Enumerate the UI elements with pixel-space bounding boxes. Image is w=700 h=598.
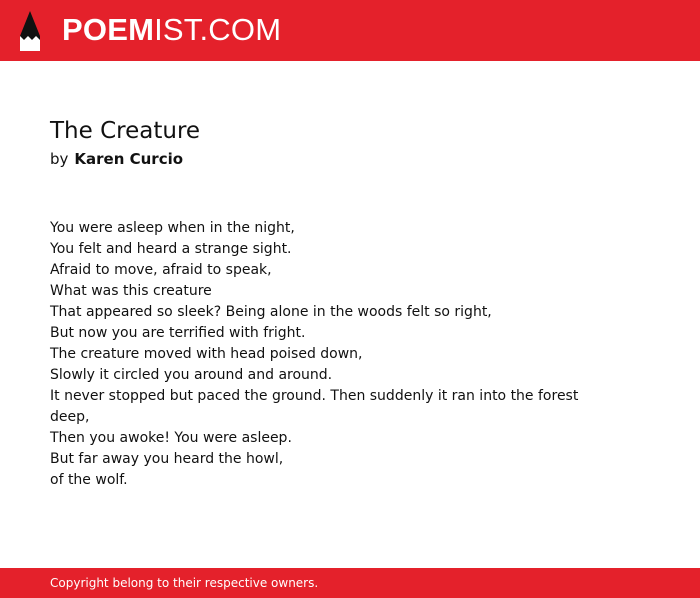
poem-byline — [50, 149, 183, 169]
poem-line: The creature moved with head poised down, — [50, 346, 363, 362]
site-logo[interactable] — [62, 12, 281, 48]
site-footer — [0, 568, 700, 598]
logo-bold-text: POEM — [62, 12, 155, 47]
pencil-tip-icon — [18, 10, 42, 52]
poem-line: But now you are terrified with fright. — [50, 325, 306, 341]
poem-line: deep, — [50, 409, 90, 425]
poem-line: You felt and heard a strange sight. — [50, 241, 292, 257]
poem-body — [50, 218, 590, 491]
poem-line: Then you awoke! You were asleep. — [50, 430, 292, 446]
poem-line: Slowly it circled you around and around. — [50, 367, 333, 383]
poem-line: Afraid to move, afraid to speak, — [50, 262, 272, 278]
poem-line: of the wolf. — [50, 472, 128, 488]
poem-line: You were asleep when in the night, — [50, 220, 295, 236]
copyright-text: Copyright belong to their respective owners. — [50, 576, 319, 590]
poem-line: What was this creature — [50, 283, 212, 299]
poem-line: But far away you heard the howl, — [50, 451, 284, 467]
poem-title: The Creature — [50, 118, 201, 144]
byline-prefix: by — [50, 150, 69, 168]
site-header — [0, 0, 700, 61]
poem-author: Karen Curcio — [74, 150, 184, 168]
poem-line: It never stopped but paced the ground. Then suddenly it ran into the forest — [50, 388, 579, 404]
logo-light-text: IST.COM — [154, 12, 282, 47]
poem-line: That appeared so sleek? Being alone in the woods felt so right, — [50, 304, 492, 320]
